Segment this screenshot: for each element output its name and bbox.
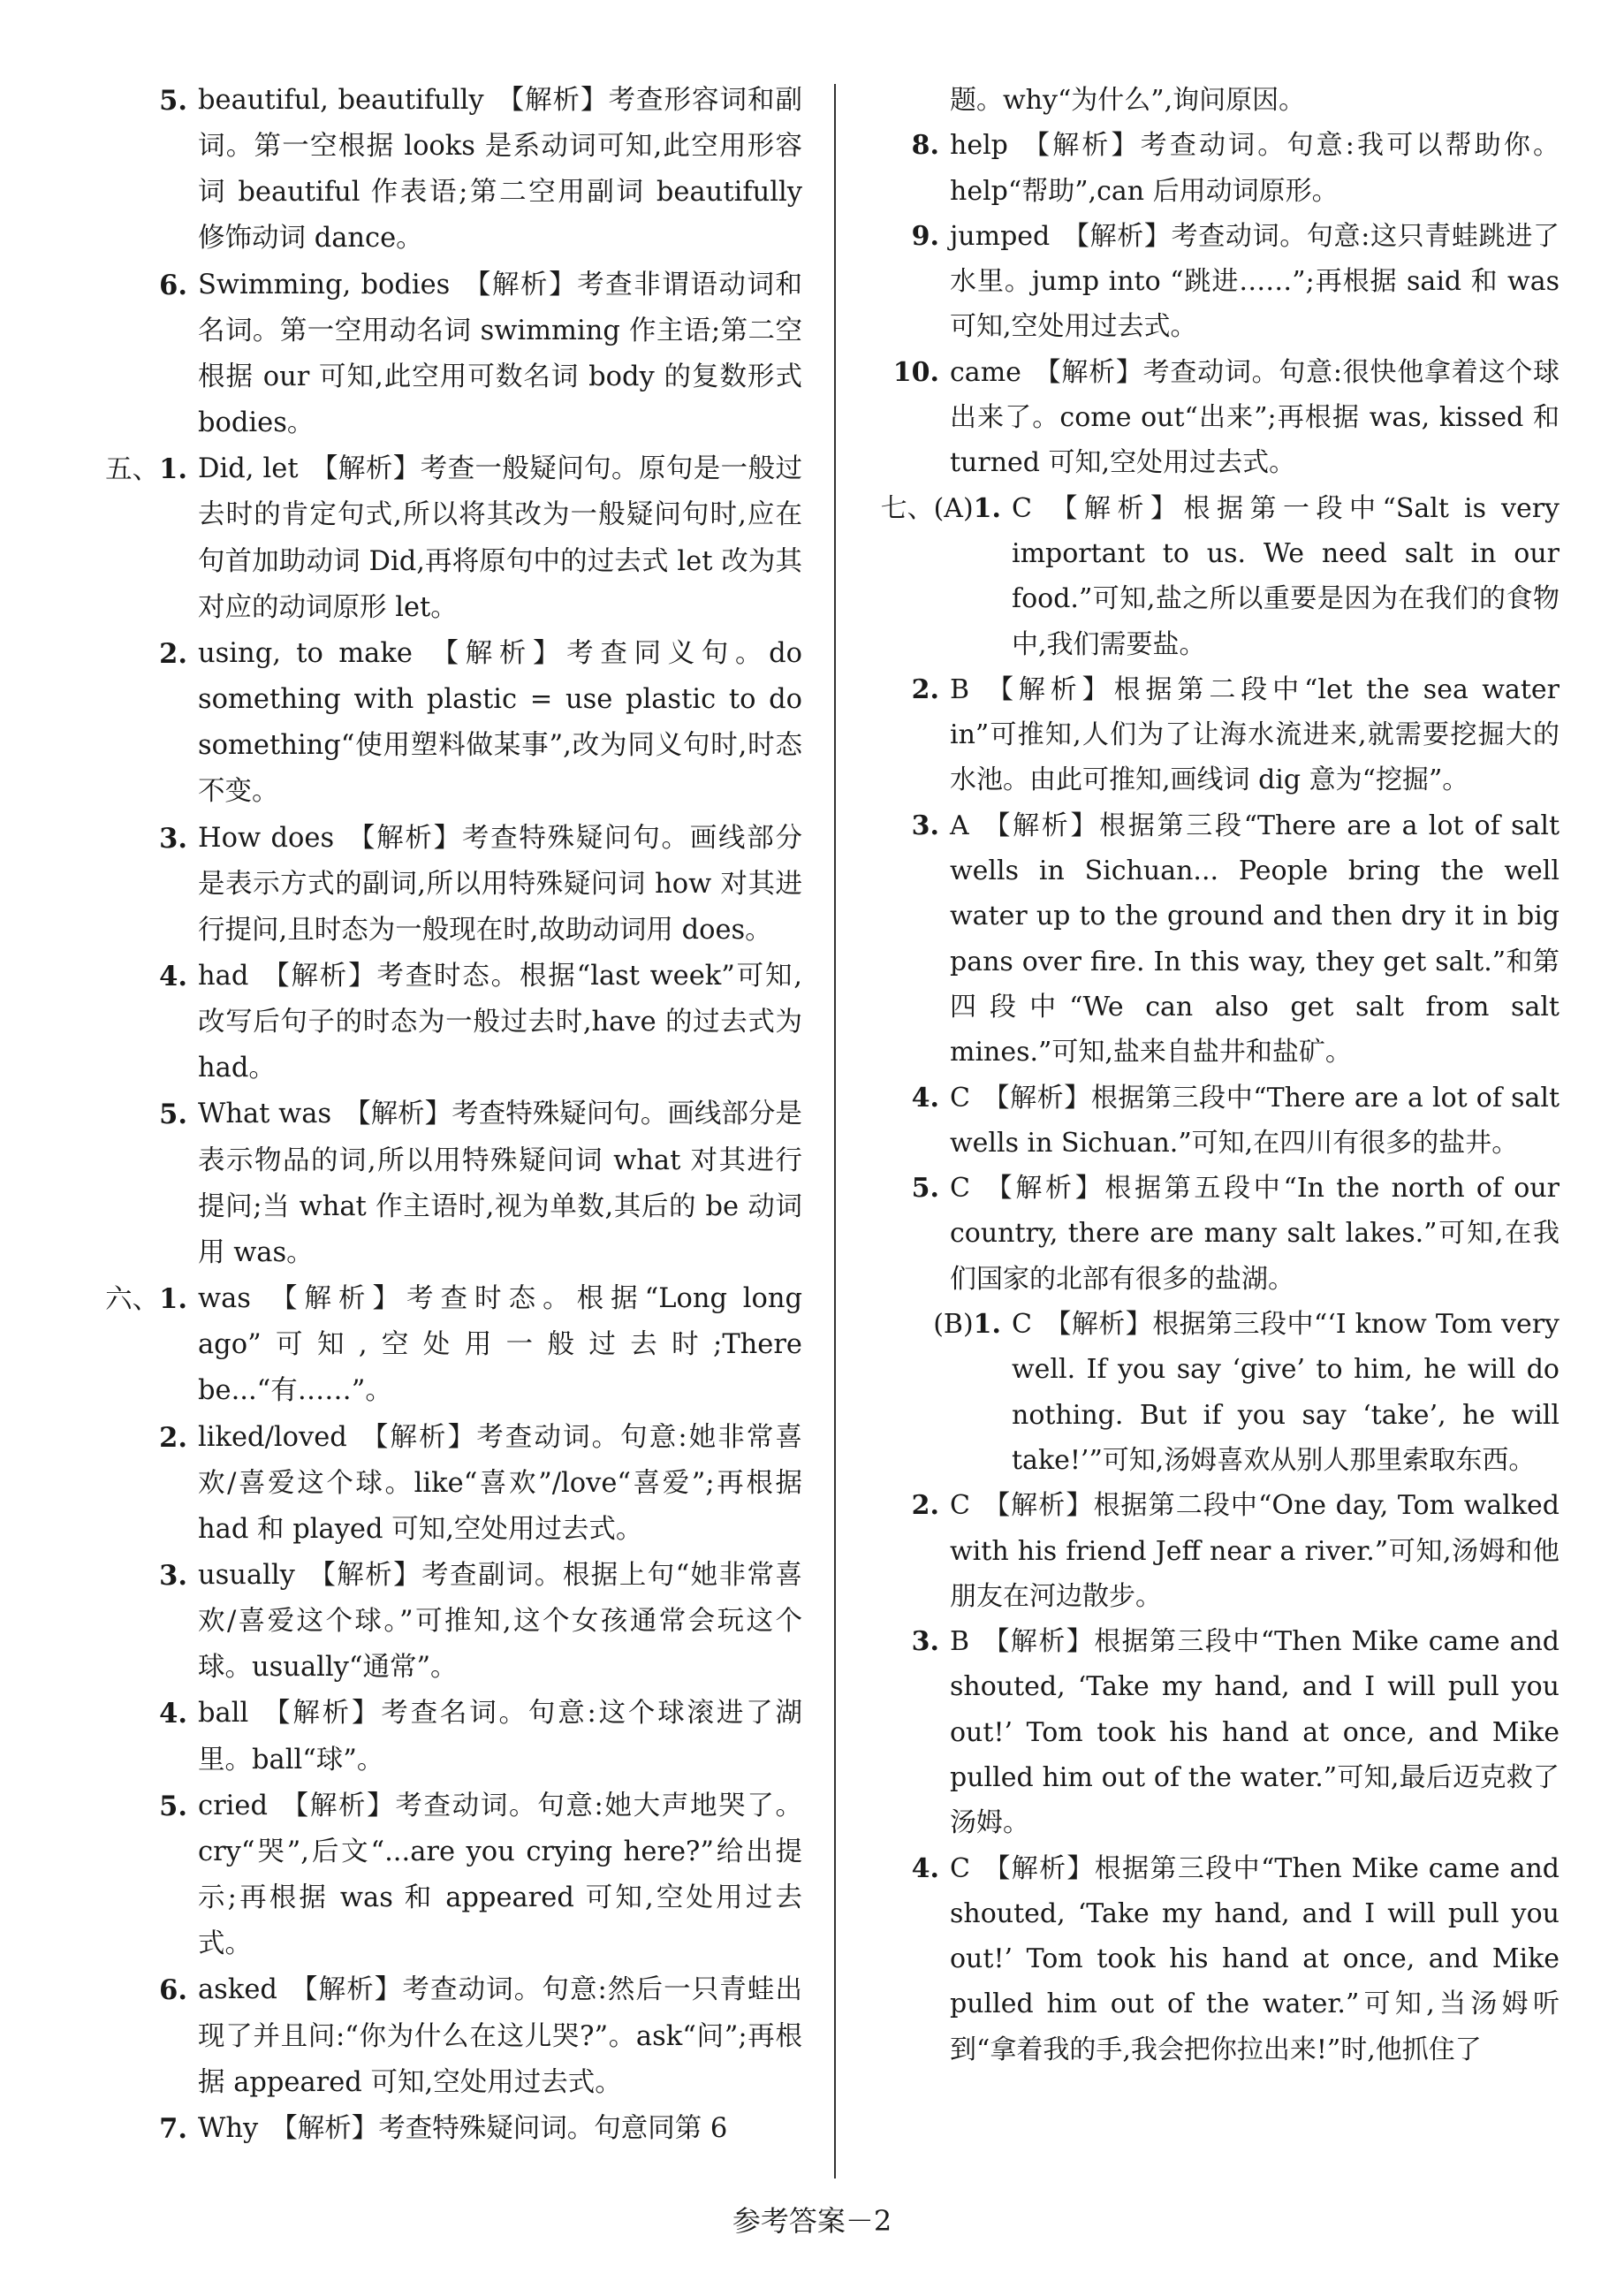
question-number: 1. xyxy=(159,453,187,486)
explanation-text: 【解析】考查一般疑问句。原句是一般过去时的肯定句式,所以将其改为一般疑问句时,应在句首加助动词 Did,再将原句中的过去式 let 改为其对应的动词原形 let。 xyxy=(198,453,803,623)
explanation-text: 【解析】根据第三段“There are a lot of salt wells in Sichuan... People bring the well water up to the ground and then dry it in big pans over fire. In this way, they get salt.”和第四段中“We can also get salt from salt mines.”可知,盐来自盐井和盐矿。 xyxy=(950,810,1559,1068)
answer-entry xyxy=(870,1076,1559,1167)
question-number: 3. xyxy=(911,810,939,841)
answer-text-block xyxy=(1012,1302,1559,1483)
question-label xyxy=(870,1302,1001,1347)
answer-value: How does xyxy=(198,822,335,854)
question-number: 5. xyxy=(159,1099,187,1131)
answer-value: A xyxy=(950,810,969,841)
question-number: 1. xyxy=(973,1309,1001,1341)
answer-entry xyxy=(104,78,802,262)
answer-value: C xyxy=(950,1173,970,1205)
question-label xyxy=(104,1783,187,1830)
explanation-text: 【解析】根据第三段中“‘I know Tom very well. If you say ‘give’ to him, he will do nothing. But if you say ‘take’, he will take!’”可知,汤姆喜欢从别人那里索取东西。 xyxy=(1012,1309,1559,1476)
answer-text-block xyxy=(198,1415,802,1553)
answer-text-block xyxy=(198,262,802,447)
explanation-text: 【解析】考查时态。根据“last week”可知,改写后句子的时态为一般过去时,have 的过去式为 had。 xyxy=(198,960,802,1084)
question-number: 2. xyxy=(911,673,939,705)
answer-text-block xyxy=(198,2106,802,2152)
section-marker: 五、 xyxy=(105,454,160,486)
answer-text-block xyxy=(198,78,802,262)
answer-entry xyxy=(870,486,1559,667)
question-label xyxy=(870,667,939,712)
section-marker: 六、 xyxy=(105,1284,160,1316)
question-number: 8. xyxy=(911,130,939,162)
page-footer: 参考答案－2 xyxy=(732,2204,892,2238)
answer-text-block xyxy=(198,1783,802,1968)
answer-entry xyxy=(104,816,802,954)
answer-text-block xyxy=(950,214,1559,350)
answer-text-block xyxy=(198,954,802,1091)
explanation-text: 【解析】考查时态。根据“Long long ago”可知,空处用一般过去时;There be...“有……”。 xyxy=(198,1283,802,1407)
question-label xyxy=(104,446,187,493)
question-label xyxy=(870,803,939,848)
answer-entry xyxy=(104,1691,802,1783)
answer-entry xyxy=(870,1302,1559,1483)
explanation-text: 【解析】考查同义句。do something with plastic = use plastic to do something“使用塑料做某事”,改为同义句时,时态不变。 xyxy=(198,637,802,808)
question-label xyxy=(104,2106,187,2153)
answer-text-block xyxy=(198,1091,802,1276)
question-label xyxy=(870,350,939,395)
answer-value: asked xyxy=(198,1974,277,2006)
answer-text-block xyxy=(198,631,802,816)
answer-text-block xyxy=(950,123,1559,214)
question-label xyxy=(870,486,1001,531)
question-number: 5. xyxy=(159,85,187,117)
question-number: 5. xyxy=(159,1790,187,1822)
answer-entry xyxy=(104,631,802,816)
answer-entry xyxy=(104,1091,802,1276)
question-label xyxy=(104,1091,187,1138)
question-label xyxy=(870,214,939,259)
question-label xyxy=(104,1276,187,1323)
explanation-text: 【解析】根据第五段中“In the north of our country, there are many salt lakes.”可知,在我们国家的北部有很多的盐湖。 xyxy=(950,1173,1559,1295)
question-label xyxy=(104,1691,187,1737)
answer-value: was xyxy=(198,1283,251,1315)
answer-entry xyxy=(870,78,1559,123)
explanation-text: 【解析】根据第一段中“Salt is very important to us. We need salt in our food.”可知,盐之所以重要是因为在我们的食物中,我们需要盐。 xyxy=(1012,492,1559,660)
answer-entry xyxy=(104,1276,802,1414)
answer-text-block xyxy=(950,667,1559,803)
answer-entry xyxy=(870,1483,1559,1619)
question-number: 3. xyxy=(159,1560,187,1592)
question-label xyxy=(870,1619,939,1664)
answer-text-block xyxy=(950,1166,1559,1302)
answer-text-block xyxy=(198,1276,802,1414)
question-number: 3. xyxy=(159,822,187,855)
answer-value: came xyxy=(950,356,1021,388)
question-label xyxy=(104,1553,187,1600)
answer-value: C xyxy=(950,1490,970,1522)
answer-value: C xyxy=(1012,492,1032,524)
question-number: 4. xyxy=(911,1082,939,1114)
answer-text-block xyxy=(950,1076,1559,1167)
answer-text-block xyxy=(198,1967,802,2105)
question-number: 5. xyxy=(911,1173,939,1205)
answer-text-block xyxy=(950,1846,1559,2072)
answer-value: C xyxy=(950,1852,970,1884)
answer-value: C xyxy=(1012,1309,1032,1341)
answer-text-block xyxy=(950,1619,1559,1845)
answer-value: usually xyxy=(198,1560,295,1591)
explanation-text: 【解析】考查动词。句意:然后一只青蛙出现了并且问:“你为什么在这儿哭?”。ask“问”;再根据 appeared 可知,空处用过去式。 xyxy=(198,1974,802,2098)
explanation-text: 【解析】考查动词。句意:她大声地哭了。cry“哭”,后文“...are you crying here?”给出提示;再根据 was 和 appeared 可知,空处用过去式。 xyxy=(198,1790,802,1960)
answer-entry xyxy=(104,2106,802,2152)
question-label xyxy=(870,1846,939,1891)
answer-entry xyxy=(104,1553,802,1691)
answer-value: B xyxy=(950,673,970,705)
explanation-text: 【解析】考查动词。句意:我可以帮助你。help“帮助”,can 后用动词原形。 xyxy=(950,130,1559,207)
question-number: 4. xyxy=(159,1698,187,1730)
question-label xyxy=(870,1166,939,1211)
right-column xyxy=(870,78,1559,2072)
explanation-text: 【解析】考查副词。根据上句“她非常喜欢/喜爱这个球。”可推知,这个女孩通常会玩这个球。usually“通常”。 xyxy=(198,1560,802,1684)
explanation-text: 【解析】根据第三段中“Then Mike came and shouted, ‘Take my hand, and I will pull you out!’ Tom took his hand at once, and Mike pulled him out of the water.”可知,最后迈克救了汤姆。 xyxy=(950,1626,1559,1839)
answer-text-block xyxy=(950,350,1559,486)
answer-entry xyxy=(870,1619,1559,1845)
answer-entry xyxy=(870,667,1559,803)
answer-value: had xyxy=(198,960,249,992)
answer-text-block xyxy=(198,1553,802,1691)
answer-value: ball xyxy=(198,1698,249,1730)
answer-value: Swimming, bodies xyxy=(198,269,451,300)
question-label xyxy=(104,954,187,1000)
question-number: 1. xyxy=(159,1283,187,1316)
explanation-text: 【解析】考查名词。句意:这个球滚进了湖里。ball“球”。 xyxy=(198,1698,802,1775)
answer-value: C xyxy=(950,1082,970,1114)
question-number: 4. xyxy=(911,1852,939,1884)
answer-value: What was xyxy=(198,1099,332,1130)
question-label xyxy=(104,1967,187,2014)
explanation-text: 【解析】考查动词。句意:很快他拿着这个球出来了。come out“出来”;再根据 was, kissed 和 turned 可知,空处用过去式。 xyxy=(950,356,1559,479)
answer-text-block xyxy=(198,816,802,954)
answer-entry xyxy=(104,1967,802,2105)
answer-value: Why xyxy=(198,2112,259,2144)
explanation-text: 题。why“为什么”,询问原因。 xyxy=(950,85,1306,116)
answer-entry xyxy=(104,1783,802,1968)
answer-entry xyxy=(870,803,1559,1076)
answer-value: liked/loved xyxy=(198,1421,347,1453)
answer-entry xyxy=(104,446,802,631)
answer-text-block xyxy=(950,78,1559,123)
explanation-text: 【解析】考查动词。句意:她非常喜欢/喜爱这个球。like“喜欢”/love“喜爱”;再根据 had 和 played 可知,空处用过去式。 xyxy=(198,1421,802,1545)
answer-entry xyxy=(104,1415,802,1553)
question-number: 2. xyxy=(911,1490,939,1522)
explanation-text: 【解析】考查形容词和副词。第一空根据 looks 是系动词可知,此空用形容词 beautiful 作表语;第二空用副词 beautifully 修饰动词 dance。 xyxy=(198,85,803,255)
answer-entry xyxy=(870,214,1559,350)
answer-entry xyxy=(870,123,1559,214)
question-number: 1. xyxy=(973,492,1001,524)
question-number: 2. xyxy=(159,637,187,670)
answer-value: help xyxy=(950,130,1008,162)
question-number: 6. xyxy=(159,269,187,301)
question-label xyxy=(870,123,939,168)
answer-entry xyxy=(870,1846,1559,2072)
answer-entry xyxy=(104,262,802,447)
answer-text-block xyxy=(950,1483,1559,1619)
explanation-text: 【解析】考查特殊疑问词。句意同第 6 xyxy=(270,2112,728,2144)
answer-text-block xyxy=(950,803,1559,1076)
question-number: 4. xyxy=(159,960,187,992)
left-column xyxy=(104,78,802,2152)
answer-value: Did, let xyxy=(198,453,299,485)
question-label xyxy=(104,1415,187,1462)
question-number: 6. xyxy=(159,1974,187,2007)
answer-text-block xyxy=(1012,486,1559,667)
question-number: 10. xyxy=(892,356,939,388)
explanation-text: 【解析】根据第三段中“There are a lot of salt wells in Sichuan.”可知,在四川有很多的盐井。 xyxy=(950,1082,1559,1159)
answer-value: beautiful, beautifully xyxy=(198,85,484,116)
explanation-text: 【解析】考查非谓语动词和名词。第一空用动名词 swimming 作主语;第二空根据 our 可知,此空用可数名词 body 的复数形式 bodies。 xyxy=(198,269,803,439)
answer-entry xyxy=(870,350,1559,486)
explanation-text: 【解析】根据第二段中“let the sea water in”可推知,人们为了让海水流进来,就需要挖掘大的水池。由此可推知,画线词 dig 意为“挖掘”。 xyxy=(950,673,1559,796)
explanation-text: 【解析】根据第三段中“Then Mike came and shouted, ‘Take my hand, and I will pull you out!’ Tom took his hand at once, and Mike pulled him out of the water.”可知,当汤姆听到“拿着我的手,我会把你拉出来!”时,他抓住了 xyxy=(950,1852,1559,2065)
answer-value: using, to make xyxy=(198,637,413,669)
explanation-text: 【解析】考查特殊疑问句。画线部分是表示方式的副词,所以用特殊疑问词 how 对其进行提问,且时态为一般现在时,故助动词用 does。 xyxy=(198,822,803,946)
answer-value: B xyxy=(950,1626,970,1658)
question-label xyxy=(104,816,187,863)
question-number: 7. xyxy=(159,2112,187,2145)
question-number: 2. xyxy=(159,1421,187,1454)
question-label xyxy=(870,1076,939,1121)
question-number: 3. xyxy=(911,1626,939,1658)
answer-text-block xyxy=(198,1691,802,1783)
question-label xyxy=(870,1483,939,1528)
section-marker: 七、(A) xyxy=(880,492,974,524)
answer-text-block xyxy=(198,446,802,631)
question-label xyxy=(104,631,187,678)
explanation-text: 【解析】考查动词。句意:这只青蛙跳进了水里。jump into “跳进……”;再根据 said 和 was 可知,空处用过去式。 xyxy=(950,220,1559,343)
question-number: 9. xyxy=(911,220,939,252)
section-marker: (B) xyxy=(933,1309,974,1341)
explanation-text: 【解析】根据第二段中“One day, Tom walked with his friend Jeff near a river.”可知,汤姆和他朋友在河边散步。 xyxy=(950,1490,1559,1612)
column-divider xyxy=(834,84,836,2178)
answer-value: jumped xyxy=(950,220,1051,252)
answer-entry xyxy=(104,954,802,1091)
question-label xyxy=(104,78,187,125)
answer-entry xyxy=(870,1166,1559,1302)
question-label xyxy=(104,262,187,309)
explanation-text: 【解析】考查特殊疑问句。画线部分是表示物品的词,所以用特殊疑问词 what 对其进行提问;当 what 作主语时,视为单数,其后的 be 动词用 was。 xyxy=(198,1099,802,1268)
answer-value: cried xyxy=(198,1790,268,1821)
